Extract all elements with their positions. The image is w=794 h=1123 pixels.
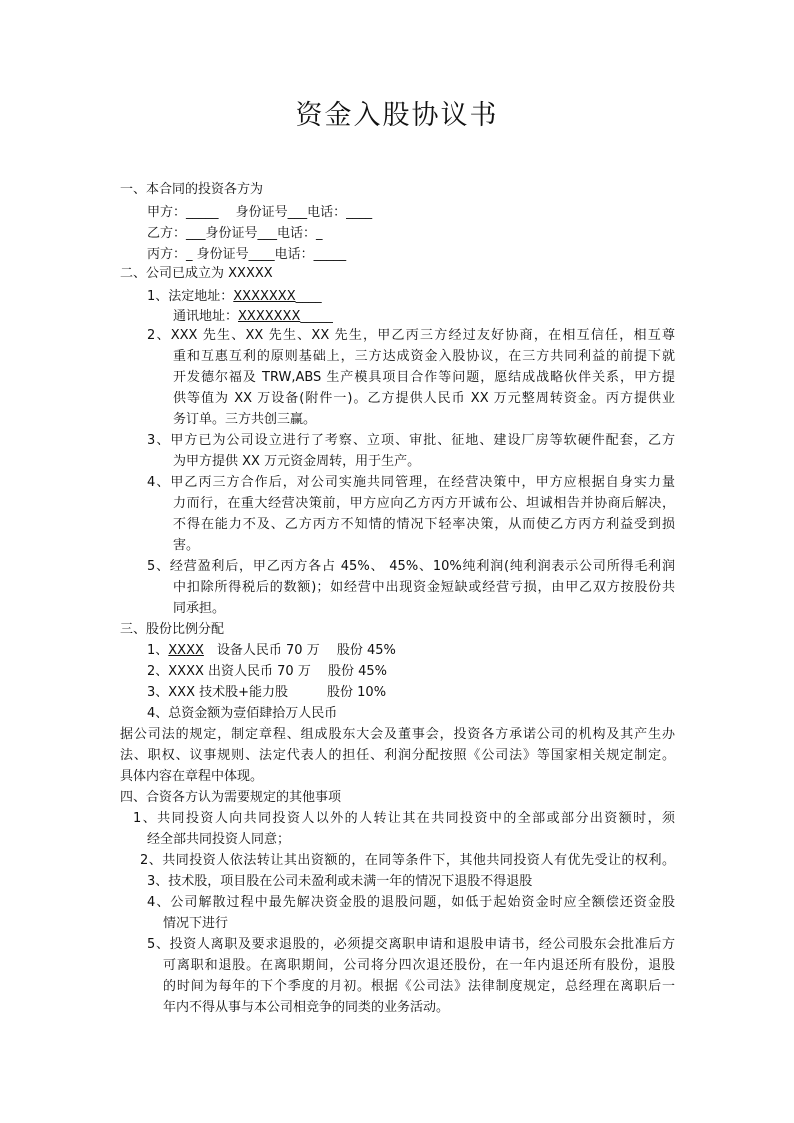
legal-address-value: XXXXXXX — [233, 289, 296, 304]
clause-2-4-line-2: 力而行，在重大经营决策前，甲方应向乙方丙方开诚布公、坦诚相告并协商后解决， — [173, 496, 675, 511]
party-b-line: 乙方：___身份证号___电话：_ — [147, 226, 323, 241]
share-item-4: 4、总资金额为壹佰肆拾万人民币 — [147, 706, 338, 721]
share-item-1 — [147, 641, 396, 661]
company-law-line-3: 具体内容在章程中体现。 — [120, 769, 264, 784]
section-3-heading: 三、股份比例分配 — [120, 622, 225, 637]
clause-2-5-line-3: 同承担。 — [173, 601, 226, 616]
clause-4-5-line-3: 的时间为每年的下个季度的月初。根据《公司法》法律制度规定，总经理在离职后一 — [163, 979, 675, 994]
company-law-line-2: 法、职权、议事规则、法定代表人的担任、利润分配按照《公司法》等国家相关规定制定。 — [120, 748, 675, 763]
company-law-line-1: 据公司法的规定，制定章程、组成股东大会及董事会，投资各方承诺公司的机构及其产生办 — [120, 727, 675, 742]
legal-address-line — [147, 287, 322, 307]
section-2-heading: 二、公司已成立为 XXXXX — [120, 266, 273, 281]
clause-2-5-line-1: 5、经营盈利后，甲乙丙方各占 45%、 45%、10%纯利润(纯利润表示公司所得毛利润 — [147, 559, 675, 574]
clause-2-4-line-3: 不得在能力不及、乙方丙方不知情的情况下轻率决策，从而使乙方丙方利益受到损 — [173, 517, 675, 532]
clause-2-4-line-1: 4、甲乙丙三方合作后，对公司实施共同管理，在经营决策中，甲方应根据自身实力量 — [147, 475, 675, 490]
document-title: 资金入股协议书 — [295, 100, 499, 131]
section-4-heading: 四、合资各方认为需要规定的其他事项 — [120, 790, 342, 805]
party-a-line: 甲方：_____ 身份证号___电话：____ — [147, 205, 373, 220]
clause-4-5-line-4: 年内不得从事与本公司相竞争的同类的业务活动。 — [163, 1000, 450, 1015]
clause-4-1-line-2: 经全部共同投资人同意； — [147, 832, 291, 847]
clause-2-2-line-2: 重和互惠互利的原则基础上，三方达成资金入股协议，在三方共同利益的前提下就 — [173, 349, 675, 364]
clause-2-2-line-3: 开发德尔福及 TRW,ABS 生产模具项目合作等问题，愿结成战略伙伴关系，甲方提 — [173, 370, 675, 385]
clause-2-3-line-2: 为甲方提供 XX 万元资金周转，用于生产。 — [173, 454, 421, 469]
party-c-line: 丙方：_ 身份证号____电话：_____ — [147, 247, 347, 262]
clause-4-4-line-1: 4、公司解散过程中最先解决资金股的退股问题，如低于起始资金时应全额偿还资金股 — [147, 895, 675, 910]
section-1-heading: 一、本合同的投资各方为 — [120, 182, 264, 197]
clause-4-5-line-1: 5、投资人离职及要求退股的，必须提交离职申请和退股申请书，经公司股东会批准后方 — [147, 937, 675, 952]
share-item-1-number: 1、 — [147, 643, 169, 658]
legal-address-label: 1、法定地址： — [147, 289, 234, 304]
share-item-2: 2、XXXX 出资人民币 70 万 股份 45% — [147, 664, 387, 679]
clause-2-3-line-1: 3、甲方已为公司设立进行了考察、立项、审批、征地、建设厂房等软硬件配套，乙方 — [147, 433, 675, 448]
clause-2-2-line-5: 务订单。三方共创三赢。 — [173, 412, 317, 427]
clause-2-4-line-4: 害。 — [173, 538, 200, 553]
mail-address-label: 通讯地址： — [173, 309, 239, 324]
mail-address-value: XXXXXXX — [238, 309, 301, 324]
mail-address-line — [173, 307, 333, 327]
clause-4-2: 2、共同投资人依法转让其出资额的，在同等条件下，其他共同投资人有优先受让的权利。 — [140, 853, 675, 868]
clause-2-5-line-2: 中扣除所得税后的数额)；如经营中出现资金短缺或经营亏损，由甲乙双方按股份共 — [173, 580, 675, 595]
clause-4-4-line-2: 情况下进行 — [163, 916, 229, 931]
clause-2-2-line-1: 2、XXX 先生、XX 先生、XX 先生，甲乙丙三方经过友好协商，在相互信任，相互尊 — [147, 328, 675, 343]
legal-address-blank: ____ — [295, 289, 322, 304]
mail-address-blank: _____ — [300, 309, 333, 324]
clause-2-2-line-4: 供等值为 XX 万设备(附件一)。乙方提供人民币 XX 万元整周转资金。丙方提供业 — [173, 391, 675, 406]
share-item-1-detail: 设备人民币 70 万 股份 45% — [203, 643, 396, 658]
clause-4-3: 3、技术股，项目股在公司未盈利或未满一年的情况下退股不得退股 — [147, 874, 533, 889]
share-item-1-name: XXXX — [168, 643, 204, 658]
share-item-3: 3、XXX 技术股+能力股 股份 10% — [147, 685, 387, 700]
clause-4-1-line-1: 1、共同投资人向共同投资人以外的人转让其在共同投资中的全部或部分出资额时，须 — [133, 811, 675, 826]
clause-4-5-line-2: 可离职和退股。在离职期间，公司将分四次退还股份，在一年内退还所有股份，退股 — [163, 958, 675, 973]
